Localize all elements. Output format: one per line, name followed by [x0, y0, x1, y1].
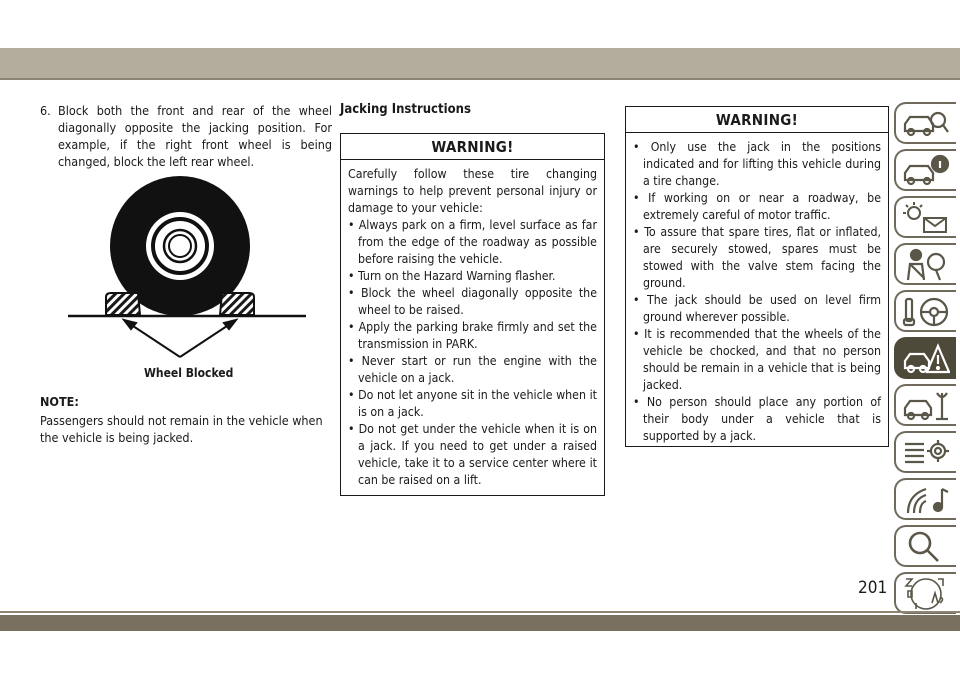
- note-text: Passengers should not remain in the vehicle when the vehicle is being jacked.: [40, 413, 323, 445]
- warning-item: • The jack should be used on level firm ground wherever possible.: [633, 292, 881, 326]
- tab-in-case-of-emergency[interactable]: [894, 337, 956, 379]
- tab-safety[interactable]: [894, 243, 956, 285]
- tab-car-info[interactable]: [894, 149, 956, 191]
- warning-heading: WARNING!: [341, 134, 604, 160]
- section-title: Jacking Instructions: [340, 102, 471, 117]
- wheel-blocked-diagram: [40, 172, 332, 388]
- multimedia-icon: [902, 483, 950, 517]
- header-band: [0, 48, 960, 78]
- warning-box-tire-changing: [340, 133, 605, 496]
- step-text: Block both the front and rear of the wheel diagonally opposite the jacking position. For example, if the right front wheel is being changed, block the left rear wheel.: [58, 103, 332, 169]
- tab-search[interactable]: [894, 525, 956, 567]
- warning-item: • Do not let anyone sit in the vehicle when it is on a jack.: [348, 387, 597, 421]
- footer-rule: [0, 611, 960, 613]
- warning-item: • Block the wheel diagonally opposite the wheel to be raised.: [348, 285, 597, 319]
- warning-item: • Do not get under the vehicle when it is on a jack. If you need to get under a raised vehicle, take it to a service center where it can be raised on a lift.: [348, 421, 597, 489]
- warning-item: • To assure that spare tires, flat or inflated, are securely stowed, spares must be stowed with the valve stem facing the ground.: [633, 224, 881, 292]
- header-rule: [0, 78, 960, 80]
- note-heading: NOTE:: [40, 394, 79, 409]
- search-icon: [902, 530, 950, 564]
- tab-servicing-maintenance[interactable]: [894, 384, 956, 426]
- tab-technical-specifications[interactable]: [894, 431, 956, 473]
- specifications-gear-icon: [902, 436, 950, 470]
- page-number: 201: [858, 578, 888, 598]
- step-6: [40, 102, 332, 170]
- car-hazard-icon: [902, 342, 950, 376]
- warning-lights-message-icon: [902, 201, 950, 235]
- warning-intro: Carefully follow these tire changing warnings to help prevent personal injury or damage to your vehicle:: [348, 167, 597, 215]
- tab-warning-lights[interactable]: [894, 196, 956, 238]
- warning-item: • Only use the jack in the positions indicated and for lifting this vehicle during a tire change.: [633, 139, 881, 190]
- index-icon: [902, 577, 950, 611]
- warning-item: • Never start or run the engine with the vehicle on a jack.: [348, 353, 597, 387]
- warning-box-jack-usage: [625, 106, 889, 447]
- tab-starting-operating[interactable]: [894, 290, 956, 332]
- warning-list: [348, 217, 597, 489]
- pointer-arrows: [124, 320, 236, 357]
- footer-band: [0, 615, 960, 631]
- step-number: 6.: [40, 103, 51, 118]
- tab-index[interactable]: [894, 572, 956, 614]
- warning-item: • If working on or near a roadway, be extremely careful of motor traffic.: [633, 190, 881, 224]
- diagram-caption: Wheel Blocked: [144, 366, 234, 380]
- tab-car-magnifier[interactable]: [894, 102, 956, 144]
- warning-item: • Always park on a firm, level surface as far from the edge of the roadway as possible before raising the vehicle.: [348, 217, 597, 268]
- warning-item: • Apply the parking brake firmly and set the transmission in PARK.: [348, 319, 597, 353]
- warning-item: • It is recommended that the wheels of the vehicle be chocked, and that no person should be remain in a vehicle that is being jacked.: [633, 326, 881, 394]
- seatbelt-airbag-icon: [902, 248, 950, 282]
- warning-list: [633, 139, 881, 445]
- chapter-tabs: [894, 102, 960, 619]
- warning-item: • Turn on the Hazard Warning flasher.: [348, 268, 597, 285]
- car-wrench-icon: [902, 389, 950, 423]
- steering-wheel-icon: [902, 295, 950, 329]
- warning-item: • No person should place any portion of their body under a vehicle that is supported by a jack.: [633, 394, 881, 445]
- car-magnifier-icon: [902, 107, 950, 141]
- warning-heading: WARNING!: [626, 107, 888, 133]
- tab-multimedia[interactable]: [894, 478, 956, 520]
- car-info-icon: [902, 154, 950, 188]
